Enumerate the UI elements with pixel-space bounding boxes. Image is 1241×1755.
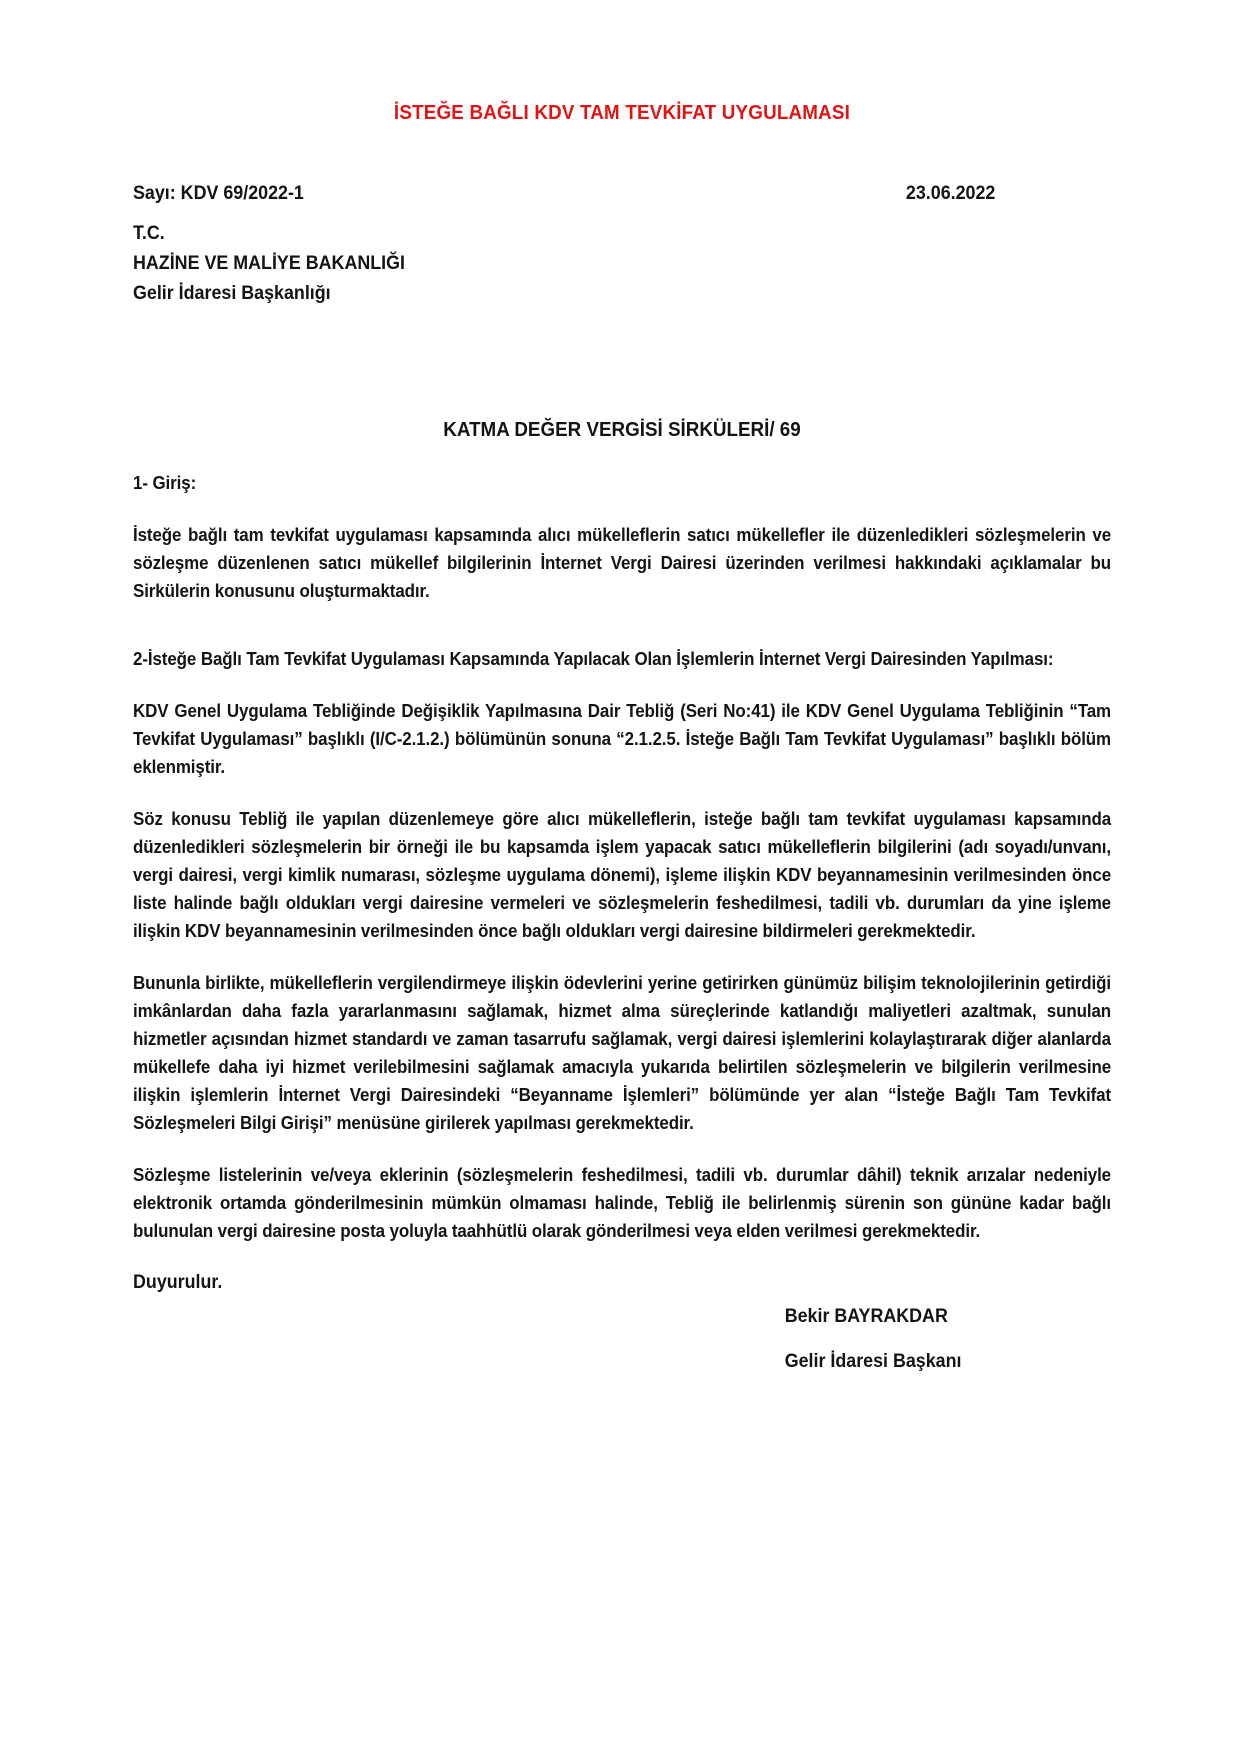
- paragraph-bununla-birlikte: Bununla birlikte, mükelleflerin vergilendirmeye ilişkin ödevlerini yerine getirirken günümüz bilişim teknolojilerinin getirdiği imkânlardan daha fazla yararlanmasını sağlamak, hizmet alma süreçlerinde katlandığı maliyetleri azaltmak, sunulan hizmetler açısından hizmet standardı ve zaman tasarrufu sağlamak, vergi dairesi işlemlerini kolaylaştırarak diğer alanlarda mükellefe daha iyi hizmet verilebilmesini sağlamak amacıyla yukarıda belirtilen sözleşmelerin ve bilgilerin verilmesine ilişkin işlemlerin İnternet Vergi Dairesindeki “Beyanname İşlemleri” bölümünde yer alan “İsteğe Bağlı Tam Tevkifat Sözleşmeleri Bilgi Girişi” menüsüne girilerek yapılması gerekmektedir.: [133, 973, 1112, 1133]
- signer-title: Gelir İdaresi Başkanı: [784, 1351, 962, 1372]
- paragraph-teblig-degisiklik: KDV Genel Uygulama Tebliğinde Değişiklik Yapılmasına Dair Tebliğ (Seri No:41) ile KDV Genel Uygulama Tebliğinin “Tam Tevkifat Uygulaması” başlıklı (I/C-2.1.2.) bölümünün sonuna “2.1.2.5. İsteğe Bağlı Tam Tevkifat Uygulaması” başlıklı bölüm eklenmiştir.: [133, 701, 1112, 777]
- document-banner-title: İSTEĞE BAĞLI KDV TAM TEVKİFAT UYGULAMASI: [393, 102, 851, 124]
- section-1-heading: 1- Giriş:: [133, 473, 197, 493]
- paragraph-sozlesme-listeleri: Sözleşme listelerinin ve/veya eklerinin (sözleşmelerin feshedilmesi, tadili vb. durumlar dâhil) teknik arızalar nedeniyle elektronik ortamda gönderilmesinin mümkün olmaması halinde, Tebliğ ile belirlenmiş sürenin son gününe kadar bağlı bulunulan vergi dairesine posta yoluyla taahhütlü olarak gönderilmesi veya elden verilmesi gerekmektedir.: [133, 1165, 1112, 1241]
- letterhead-ministry: HAZİNE VE MALİYE BAKANLIĞI: [133, 253, 405, 274]
- document-meta-row: [133, 182, 1111, 206]
- letterhead-state: T.C.: [133, 223, 165, 244]
- document-number: Sayı: KDV 69/2022-1: [133, 183, 304, 204]
- signature-block: [785, 1305, 1111, 1374]
- paragraph-soz-konusu: Söz konusu Tebliğ ile yapılan düzenlemeye göre alıcı mükelleflerin, isteğe bağlı tam tevkifat uygulaması kapsamında düzenledikleri sözleşmelerin bir örneği ile bu kapsamda işlem yapacak satıcı mükelleflerin bilgilerini (adı soyadı/unvanı, vergi dairesi, vergi kimlik numarası, sözleşme uygulama dönemi), işleme ilişkin KDV beyannamesinin verilmesinden önce liste halinde bağlı oldukları vergi dairesine vermeleri ve sözleşmelerin feshedilmesi, tadili vb. durumları da yine işleme ilişkin KDV beyannamesinin verilmesinden önce bağlı oldukları vergi dairesine bildirmeleri gerekmektedir.: [133, 809, 1112, 941]
- letterhead-administration: Gelir İdaresi Başkanlığı: [133, 283, 331, 304]
- document-date: 23.06.2022: [905, 183, 996, 204]
- document-page: [133, 0, 1111, 1374]
- closing-text: Duyurulur.: [133, 1272, 223, 1293]
- section-2-heading: 2-İsteğe Bağlı Tam Tevkifat Uygulaması Kapsamında Yapılacak Olan İşlemlerin İnternet Vergi Dairesinden Yapılması:: [133, 649, 1054, 669]
- letterhead: [133, 219, 1111, 309]
- intro-paragraph: İsteğe bağlı tam tevkifat uygulaması kapsamında alıcı mükelleflerin satıcı mükellefler ile düzenledikleri sözleşmelerin ve sözleşme düzenlenen satıcı mükellef bilgilerinin İnternet Vergi Dairesi üzerinden verilmesi hakkındaki açıklamalar bu Sirkülerin konusunu oluşturmaktadır.: [133, 525, 1112, 601]
- signer-name: Bekir BAYRAKDAR: [784, 1306, 948, 1327]
- circular-title: KATMA DEĞER VERGİSİ SİRKÜLERİ/ 69: [443, 419, 801, 441]
